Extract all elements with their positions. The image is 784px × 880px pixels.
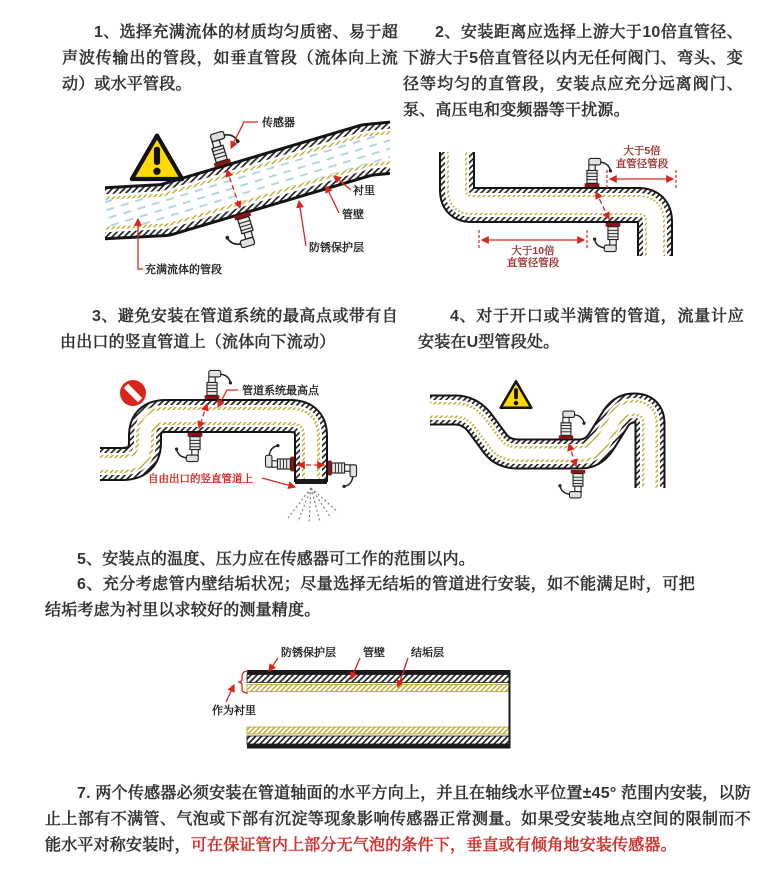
label-pipe-wall: 管壁 (342, 209, 364, 221)
paragraph-5: 5、安装点的温度、压力应在传感器可工作的范围以内。 (77, 551, 475, 568)
warning-triangle-icon (132, 136, 182, 179)
label-5d-line2: 直管径管段 (615, 158, 669, 170)
label-as-lining: 作为衬里 (212, 705, 256, 717)
water-spray (288, 488, 338, 524)
label-highest-point: 管道系统最高点 (242, 385, 319, 397)
outlet-rim (295, 479, 327, 484)
label-pipe-wall: 管壁 (363, 647, 385, 659)
paragraph-7-highlight: 可在保证管内上部分无气泡的条件下，垂直或有倾角地安装传感器。 (190, 837, 677, 854)
label-sensor: 传感器 (262, 117, 295, 129)
label-10d-line2: 直管径管段 (506, 257, 560, 269)
paragraph-7-main: 7. 两个传感器必须安装在管道轴面的水平方向上，并且在轴线水平位置±45° 范围内安装，以防止上部有不满管、气泡或下部有沉淀等现象影响传感器正常测量。如果受安装地点空间的限制而不能水平对称安装时， (45, 785, 751, 854)
paragraph-4: 4、对于开口或半满管的管道，流量计应安装在U型管段处。 (418, 308, 744, 351)
label-antirust: 防锈保护层 (281, 647, 336, 659)
transducer-icon (328, 461, 357, 488)
diagram-scaled-pipe-section (182, 630, 562, 775)
diagram-highest-point (100, 368, 400, 538)
label-free-outlet: 自由出口的竖直管道上 (148, 473, 253, 485)
transducer-icon (585, 158, 612, 187)
diagram-straight-runs (420, 140, 725, 295)
diagram-fluid-filled-pipe (105, 106, 390, 299)
label-lining: 衬里 (353, 185, 375, 197)
label-scale-layer: 结垢层 (411, 647, 444, 659)
transducer-icon (175, 433, 202, 462)
paragraph-7 (45, 781, 751, 859)
label-5d-line1: 大于5倍 (623, 145, 661, 157)
transducer-icon (593, 223, 620, 252)
paragraph-2: 2、安装距离应选择上游大于10倍直管径、下游大于5倍直管径以内无任何阀门、弯头、变径等均匀的直管段，安装点应充分远离阀门、泵、高压电和变频器等干扰源。 (403, 24, 743, 119)
upstream-dimension (479, 230, 587, 269)
label-antirust: 防锈保护层 (309, 242, 364, 254)
transducer-icon (558, 470, 585, 498)
transducer-icon (205, 370, 232, 399)
paragraph-6: 6、充分考虑管内壁结垢状况；尽量选择无结垢的管道进行安装，如不能满足时，可把结垢考虑为衬里以求较好的测量精度。 (45, 576, 695, 619)
label-10d-line1: 大于10倍 (511, 245, 555, 257)
warning-triangle-icon (501, 381, 532, 407)
no-entry-icon (120, 380, 146, 406)
downstream-dimension (607, 144, 676, 188)
brace (238, 671, 248, 693)
diagram-u-section (430, 368, 725, 538)
paragraph-1: 1、选择充满流体的材质均匀质密、易于超声波传输出的管段，如垂直管段（流体向上流动）或水平管段。 (62, 24, 398, 93)
label-fluid-filled: 充满流体的管段 (145, 264, 222, 276)
pipe-layers (247, 670, 510, 749)
transducer-icon (559, 411, 586, 439)
pipe (430, 408, 650, 488)
paragraph-3: 3、避免安装在管道系统的最高点或带有自由出口的竖直管道上（流体向下流动） (60, 308, 398, 351)
transducer-icon (265, 444, 294, 471)
